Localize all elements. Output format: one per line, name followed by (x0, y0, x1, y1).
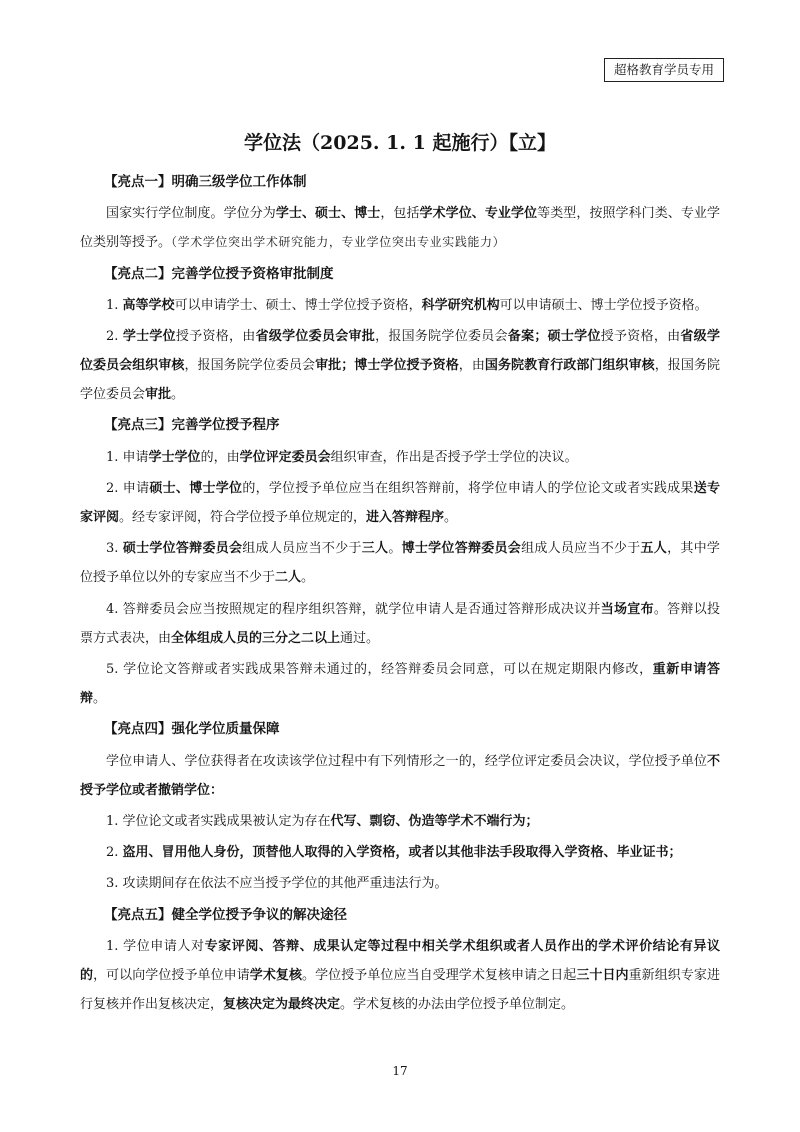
emphasis-text: 送专家评阅 (80, 481, 720, 526)
text-run: 2. (106, 329, 123, 345)
emphasis-text: 国务院教育行政部门组织审核 (484, 358, 655, 374)
emphasis-text: 全体组成人员的三分之二以上 (171, 630, 341, 646)
text-run: 。 (93, 690, 107, 706)
paragraph (80, 474, 720, 532)
paragraph (80, 322, 720, 409)
emphasis-text: 学位评定委员会 (239, 449, 331, 465)
text-run: 。学位授予单位应当自受理学术复核申请之日起 (302, 968, 577, 984)
document-body (80, 168, 720, 1021)
text-run: 可以申请学士、硕士、博士学位授予资格， (174, 297, 422, 313)
emphasis-text: 代写、剽窃、伪造等学术不端行为； (330, 813, 539, 829)
section-heading: 【亮点五】健全学位授予争议的解决途径 (104, 906, 347, 923)
text-run: 5. 学位论文答辩或者实践成果答辩未通过的，经答辩委员会同意，可以在规定期限内修改， (106, 661, 653, 677)
paragraph (80, 838, 720, 867)
text-run: 国家实行学位制度。学位分为 (106, 206, 276, 222)
emphasis-text: 三人 (361, 541, 389, 557)
text-run: 3. 攻读期间存在依法不应当授予学位的其他严重违法行为。 (106, 876, 448, 892)
emphasis-text: 进入答辩程序 (366, 510, 445, 526)
text-run: 。答辩以投票方式表决，由 (80, 601, 720, 646)
emphasis-text: 省级学位委员会审批 (255, 329, 376, 345)
emphasis-text: 二人 (275, 570, 302, 586)
text-run: ，其中学位授予单位以外的专家应当不少于 (80, 541, 720, 586)
text-run: 。经专家评阅，符合学位授予单位规定的， (119, 510, 367, 526)
text-run: 等类型，按照学科门类、专业学位类别等授予。 (80, 206, 720, 251)
text-run: 2. 申请 (106, 481, 150, 497)
header-badge: 超格教育学员专用 (604, 58, 724, 82)
paragraph (80, 291, 720, 320)
section-highlight-2 (80, 260, 720, 410)
paragraph (80, 932, 720, 1019)
emphasis-text: 硕士学位答辩委员会 (122, 541, 243, 557)
text-run: 。学术复核的办法由学位授予单位制定。 (340, 997, 575, 1013)
text-run: 3. (106, 541, 123, 557)
text-run: 4. 答辩委员会应当按照规定的程序组织答辩，就学位申请人是否通过答辩形成决议并 (106, 601, 601, 617)
text-run: 2. (106, 845, 123, 861)
text-run: 。 (301, 570, 315, 586)
text-run: 。 (171, 387, 185, 403)
emphasis-text: 省级学位委员会组织审核 (80, 329, 720, 374)
text-run: ，报国务院学位委员会 (80, 358, 720, 403)
text-run: ，包括 (380, 206, 420, 222)
section-highlight-5 (80, 901, 720, 1019)
emphasis-text: 五人 (640, 541, 668, 557)
section-highlight-1 (80, 168, 720, 257)
emphasis-text: 不授予学位或者撤销学位： (80, 753, 720, 798)
emphasis-text: 专家评阅、答辩、成果认定等过程中相关学术组织或者人员作出的学术评价结论有异议的 (80, 939, 720, 984)
paragraph (80, 655, 720, 713)
text-run: 可以申请硕士、博士学位授予资格。 (499, 297, 708, 313)
text-run: ，由 (458, 358, 485, 374)
emphasis-text: 盗用、冒用他人身份，顶替他人取得的入学资格，或者以其他非法手段取得入学资格、毕业证书； (122, 845, 682, 861)
section-highlight-3 (80, 411, 720, 712)
paragraph (80, 534, 720, 592)
emphasis-text: 学士、硕士、博士 (275, 206, 381, 222)
emphasis-text: 三十日内 (576, 968, 629, 984)
emphasis-text: 学术复核 (249, 968, 303, 984)
text-run: 授予资格，由 (175, 329, 256, 345)
text-run: 的，由 (200, 449, 240, 465)
emphasis-text: 科学研究机构 (421, 297, 500, 313)
emphasis-text: 备案；硕士学位 (507, 329, 601, 345)
emphasis-text: 复核决定为最终决定 (223, 997, 341, 1013)
emphasis-text: 学士学位 (122, 329, 176, 345)
text-run: 1. 学位论文或者实践成果被认定为存在 (106, 813, 331, 829)
section-heading: 【亮点四】强化学位质量保障 (104, 721, 280, 738)
paragraph (80, 869, 720, 898)
paragraph (80, 443, 720, 472)
section-heading: 【亮点二】完善学位授予资格审批制度 (104, 265, 334, 282)
emphasis-text: 高等学校 (122, 297, 175, 313)
page-number: 17 (392, 1064, 408, 1078)
text-run: ，报国务院学位委员会 (184, 358, 316, 374)
section-heading: 【亮点三】完善学位授予程序 (104, 417, 280, 434)
page-title: 学位法（2025. 1. 1 起施行）【立】 (244, 132, 556, 154)
emphasis-text: 硕士、博士学位 (149, 481, 243, 497)
text-run: 授予资格，由 (600, 329, 681, 345)
text-run: 1. 学位申请人对 (106, 939, 205, 955)
section-highlight-4 (80, 715, 720, 898)
paragraph (80, 199, 720, 257)
text-run: 组成人员应当不少于 (242, 541, 362, 557)
text-run: ，报国务院学位委员会 (375, 329, 508, 345)
text-run: 的，学位授予单位应当在组织答辩前，将学位申请人的学位论文或者实践成果 (242, 481, 694, 497)
emphasis-text: 学士学位 (148, 449, 201, 465)
text-run: 学位申请人、学位获得者在攻读该学位过程中有下列情形之一的，经学位评定委员会决议，学位授予单位 (106, 753, 707, 769)
emphasis-text: 重新申请答辩 (80, 661, 720, 706)
paragraph (80, 747, 720, 805)
text-run: 。 (388, 541, 402, 557)
paragraph (80, 807, 720, 836)
emphasis-text: 审批 (145, 387, 172, 403)
text-run: 重新组织专家进行复核并作出复核决定， (80, 968, 720, 1013)
text-run: ，可以向学位授予单位申请 (93, 968, 250, 984)
text-run: 通过。 (340, 630, 380, 646)
emphasis-text: 博士学位答辩委员会 (401, 541, 522, 557)
note-text: （学术学位突出学术研究能力，专业学位突出专业实践能力） (171, 235, 506, 250)
emphasis-text: 当场宣布 (600, 601, 654, 617)
emphasis-text: 学术学位、专业学位 (419, 206, 538, 222)
text-run: 1. (106, 297, 123, 313)
text-run: 组织审查，作出是否授予学士学位的决议。 (330, 449, 578, 465)
text-run: 组成人员应当不少于 (521, 541, 641, 557)
text-run: 。 (444, 510, 458, 526)
section-heading: 【亮点一】明确三级学位工作体制 (104, 174, 307, 190)
emphasis-text: 审批；博士学位授予资格 (315, 358, 459, 374)
paragraph (80, 595, 720, 653)
text-run: 1. 申请 (106, 449, 149, 465)
